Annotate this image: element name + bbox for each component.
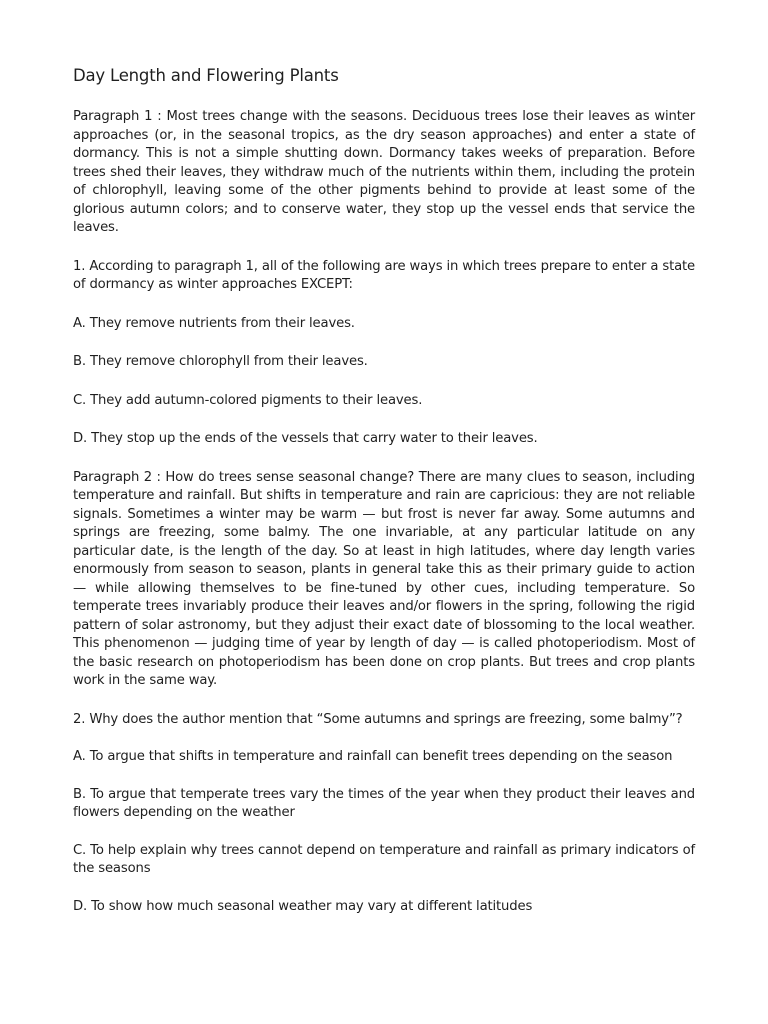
question-2-option-d: D. To show how much seasonal weather may vary at different latitudes bbox=[73, 898, 533, 914]
question-1-stem: 1. According to paragraph 1, all of the following are ways in which trees prepare to enter a state of dormancy as winter approaches EXCEPT: bbox=[73, 258, 696, 292]
question-1-option-b: B. They remove chlorophyll from their leaves. bbox=[73, 354, 368, 369]
document-page bbox=[73, 64, 695, 916]
paragraph-1: Paragraph 1 : Most trees change with the seasons. Deciduous trees lose their leaves as winter approaches (or, in the seasonal tropics, as the dry season approaches) and enter a state of dormancy. This is not a simple shutting down. Dormancy takes weeks of preparation. Before trees shed their leaves, they withdraw much of the nutrients within them, including the protein of chlorophyll, leaving some of the other pigments behind to provide at least some of the glorious autumn colors; and to conserve water, they stop up the vessel ends that service the leaves. bbox=[73, 109, 695, 235]
question-2-option-a: A. To argue that shifts in temperature and rainfall can benefit trees depending on the season bbox=[73, 749, 673, 764]
question-1-option-c: C. They add autumn-colored pigments to their leaves. bbox=[73, 392, 423, 408]
question-2-stem: 2. Why does the author mention that “Some autumns and springs are freezing, some balmy”? bbox=[73, 711, 683, 727]
question-1-option-a: A. They remove nutrients from their leaves. bbox=[73, 315, 355, 331]
paragraph-2: Paragraph 2 : How do trees sense seasonal change? There are many clues to season, including temperature and rainfall. But shifts in temperature and rain are capricious: they are not reliable signals. Sometimes a winter may be warm — but frost is never far away. Some autumns and springs are freezing, some balmy. The one invariable, at any particular latitude on any particular date, is the length of the day. So at least in high latitudes, where day length varies enormously from season to season, plants in general take this as their primary guide to action — while allowing themselves to be fine-tuned by other cues, including temperature. So temperate trees invariably produce their leaves and/or flowers in the spring, following the rigid pattern of solar astronomy, but they adjust their exact date of blossoming to the local weather. This phenomenon — judging time of year by length of day — is called photoperiodism. Most of the basic research on photoperiodism has been done on crop plants. But trees and crop plants work in the same way. bbox=[73, 469, 695, 688]
document-title: Day Length and Flowering Plants bbox=[73, 66, 339, 85]
question-2-option-c: C. To help explain why trees cannot depend on temperature and rainfall as primary indicators of the seasons bbox=[73, 842, 695, 876]
question-1-option-d: D. They stop up the ends of the vessels that carry water to their leaves. bbox=[73, 431, 538, 446]
question-2-option-b: B. To argue that temperate trees vary the times of the year when they product their leaves and flowers depending on the weather bbox=[73, 786, 695, 820]
